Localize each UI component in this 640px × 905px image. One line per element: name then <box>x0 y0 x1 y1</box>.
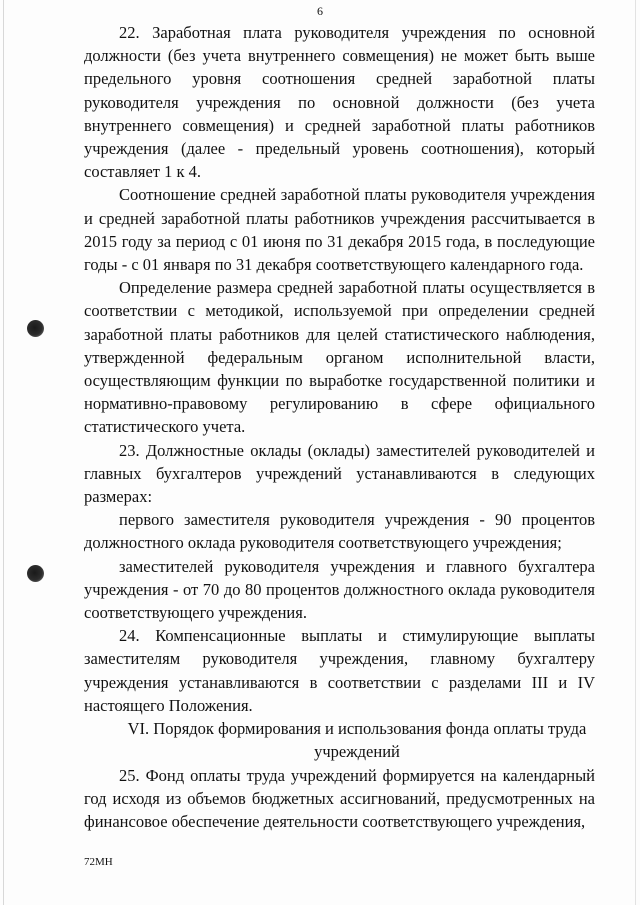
paragraph-22: 22. Заработная плата руководителя учреждения по основной должности (без учета внутреннего совмещения) не может быть выше предельного уровня соотношения средней заработной платы руководителя учреждения по основной должности (без учета внутреннего совмещения) и средней заработной платы работников учреждения (далее - предельный уровень соотношения), который составляет 1 к 4. <box>84 23 595 182</box>
page-number: 6 <box>317 4 323 18</box>
footer-code: 72МН <box>84 856 113 868</box>
paragraph-ratio-period: Соотношение средней заработной платы руководителя учреждения и средней заработной платы работников учреждения рассчитывается в 2015 году за период с 01 июня по 31 декабря 2015 года, в последующие годы - с 01 января по 31 декабря соответствующего календарного года. <box>84 185 595 275</box>
section-heading-line-1: VI. Порядок формирования и использования фонда оплаты труда <box>127 719 587 739</box>
paragraph-25: 25. Фонд оплаты труда учреждений формируется на календарный год исходя из объемов бюджетных ассигнований, предусмотренных на финансовое обеспечение деятельности соответствующего учреждения, <box>84 765 595 831</box>
binder-hole <box>27 565 44 582</box>
paragraph-23: 23. Должностные оклады (оклады) заместителей руководителей и главных бухгалтеров учреждений устанавливаются в следующих размерах: <box>84 440 595 507</box>
paragraph-23-deputies: заместителей руководителя учреждения и главного бухгалтера учреждения - от 70 до 80 процентов должностного оклада руководителя соответствующего учреждения. <box>84 556 595 623</box>
scan-edge-right <box>635 0 636 905</box>
document-body <box>84 21 595 833</box>
scan-edge-left <box>3 0 4 905</box>
section-heading <box>84 717 595 763</box>
section-heading-line-2: учреждений <box>314 742 400 762</box>
binder-hole <box>27 320 44 337</box>
paragraph-24: 24. Компенсационные выплаты и стимулирующие выплаты заместителям руководителя учреждения, главному бухгалтеру учреждения устанавливаются в соответствии с разделами III и IV настоящего Положения. <box>84 626 595 715</box>
paragraph-method: Определение размера средней заработной платы осуществляется в соответствии с методикой, используемой при определении средней заработной платы работников для целей статистического наблюдения, утвержденной федеральным органом исполнительной власти, осуществляющим функции по выработке государственной политики и нормативно-правовому регулированию в сфере официального статистического учета. <box>84 278 595 437</box>
paragraph-23-first-deputy: первого заместителя руководителя учреждения - 90 процентов должностного оклада руководителя соответствующего учреждения; <box>84 510 595 553</box>
